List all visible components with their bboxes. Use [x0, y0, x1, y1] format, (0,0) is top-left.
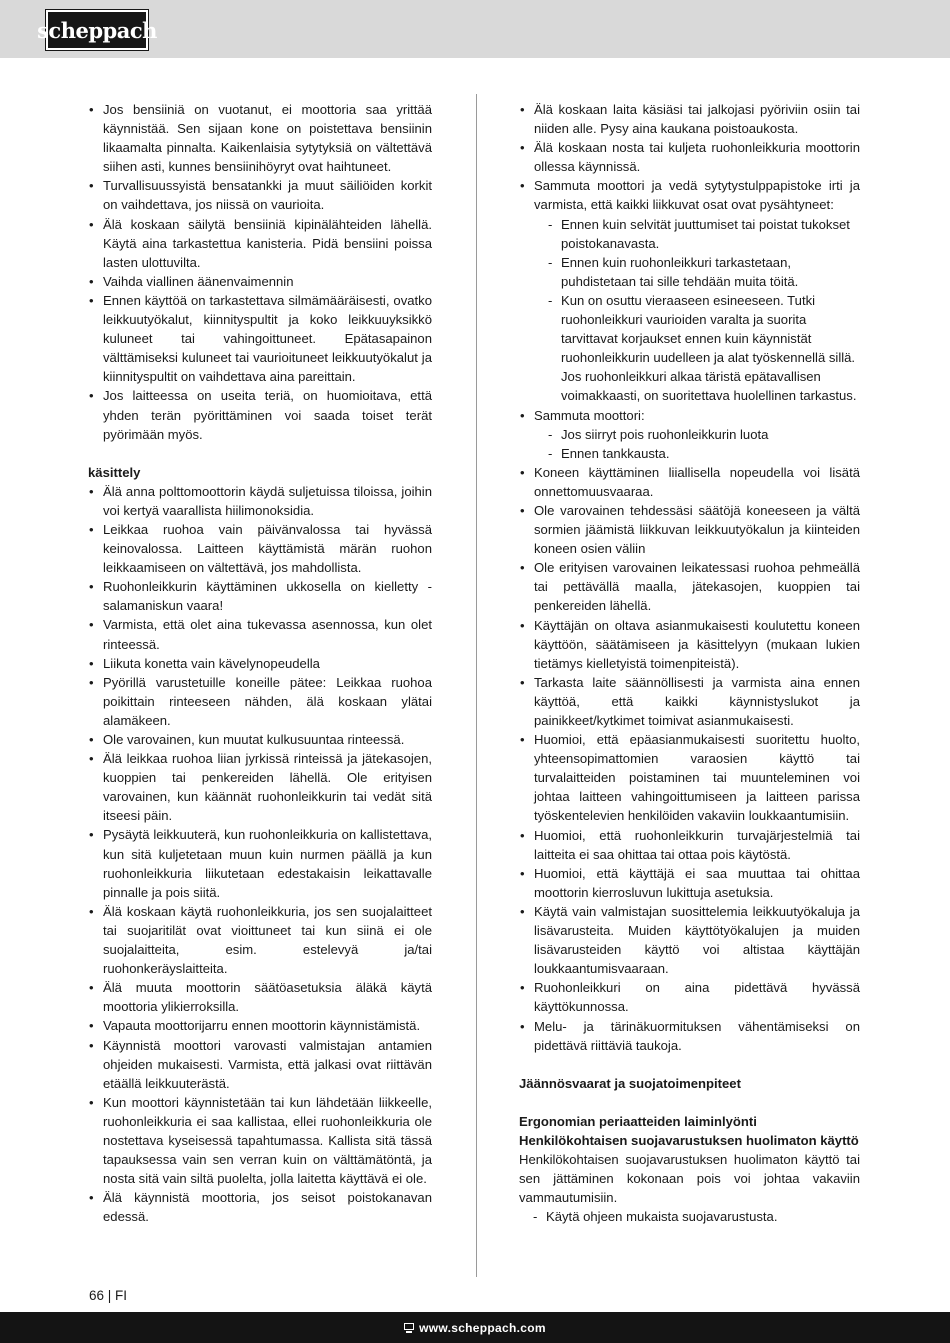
list-item: • Jos laitteessa on useita teriä, on huomioitava, että yhden terän pyörittäminen voi saada toiset terät pyörimään myös. — [88, 386, 432, 443]
sub-list-item: - Ennen kuin selvität juuttumiset tai poistat tukokset poistokanavasta. — [534, 215, 860, 253]
dash-list-shutdown — [534, 215, 860, 406]
list-item: • Koneen käyttäminen liiallisella nopeudella voi lisätä onnettomuusvaaraa. — [519, 463, 860, 501]
list-item: • Älä koskaan säilytä bensiiniä kipinälähteiden lähellä. Käytä aina tarkastettua kanisteria. Pidä bensiini poissa lasten ulottuvilta. — [88, 215, 432, 272]
bullet-list-fuel — [88, 100, 432, 444]
left-column — [88, 100, 432, 1226]
sub-list-item: - Käytä ohjeen mukaista suojavarustusta. — [519, 1207, 860, 1226]
page-number: 66 | FI — [89, 1288, 128, 1303]
list-item: • Älä koskaan käytä ruohonleikkuria, jos sen suojalaitteet tai suojaritilät ovat vioittuneet tai kun siinä ei ole suojalaitteita, esim. estelevyä ja/tai ruohonkeräyslaitteita. — [88, 902, 432, 978]
list-item: • Leikkaa ruohoa vain päivänvalossa tai hyvässä keinovalossa. Laitteen käyttämistä märän ruohon leikkaamiseen on vältettävä, jos mahdollista. — [88, 520, 432, 577]
website-link[interactable]: www.scheppach.com — [419, 1320, 546, 1335]
list-item: • Älä leikkaa ruohoa liian jyrkissä rinteissä ja jätekasojen, kuoppien tai penkereiden lähellä. Ole erityisen varovainen, kun käännät ruohonleikkurin tai vedät sitä itseesi päin. — [88, 749, 432, 825]
list-item — [519, 176, 860, 405]
dash-list-engine-off — [534, 425, 860, 463]
list-item: • Pyörillä varustetuille koneille pätee: Leikkaa ruohoa poikittain rinteeseen nähden, älä koskaan ylätai alamäkeen. — [88, 673, 432, 730]
list-item: • Kun moottori käynnistetään tai kun lähdetään liikkeelle, ruohonleikkuria ei saa kallistaa, ellei ruohonleikkuria ole nostettava kyseisessä tapahtumassa. Kallista sitä tässä tapauksessa vain sen verran kuin on välttämätöntä, ja nosta sitä vain siltä puolelta, jolla laitetta käyttävä ei ole. — [88, 1093, 432, 1188]
section-heading-handling: käsittely — [88, 464, 141, 480]
list-item: • Käynnistä moottori varovasti valmistajan antamien ohjeiden mukaisesti. Varmista, että jalkasi ovat riittävän etäällä leikkuuterästä. — [88, 1036, 432, 1093]
section-heading-residual-risks: Jäännösvaarat ja suojatoimenpiteet — [519, 1075, 741, 1091]
list-item: • Älä anna polttomoottorin käydä suljetuissa tiloissa, joihin voi kertyä vaarallista hiilimonoksidia. — [88, 482, 432, 520]
footer-bar — [0, 1312, 950, 1343]
list-item: • Melu- ja tärinäkuormituksen vähentämiseksi on pidettävä riittäviä taukoja. — [519, 1017, 860, 1055]
list-item: • Ennen käyttöä on tarkastettava silmämääräisesti, ovatko leikkuutyökalut, kiinnityspultit ja koko leikkuuyksikkö kuluneet tai vahingoittuneet. Epätasapainon välttämiseksi kuluneet tai vaurioituneet leikkuutyökalut ja kiinnityspultit on vaihdettava aina pareittain. — [88, 291, 432, 386]
list-item: • Tarkasta laite säännöllisesti ja varmista aina ennen käyttöä, että kaikki käynnistyslukot ja painikkeet/kytkimet toimivat asianmukaisesti. — [519, 673, 860, 730]
list-item: • Älä koskaan laita käsiäsi tai jalkojasi pyöriviin osiin tai niiden alle. Pysy aina kaukana poistoaukosta. — [519, 100, 860, 138]
list-item: • Älä koskaan nosta tai kuljeta ruohonleikkuria moottorin ollessa käynnissä. — [519, 138, 860, 176]
list-item: • Turvallisuussyistä bensatankki ja muut säiliöiden korkit on vaihdettava, jos niissä on vaurioita. — [88, 176, 432, 214]
list-item-text: Sammuta moottori ja vedä sytytystulppapistoke irti ja varmista, että kaikki liikkuvat osat ovat pysähtyneet: — [534, 178, 860, 213]
monitor-icon — [404, 1323, 414, 1330]
list-item — [519, 406, 860, 463]
list-item: • Huomioi, että ruohonleikkurin turvajärjestelmiä tai laitteita ei saa ohittaa tai ottaa pois käytöstä. — [519, 826, 860, 864]
list-item: • Liikuta konetta vain kävelynopeudella — [88, 654, 432, 673]
right-column — [519, 100, 860, 1226]
list-item: • Käyttäjän on oltava asianmukaisesti koulutettu koneen käyttöön, säätämiseen ja käsittelyyn (mukaan lukien tietämys kielletyistä toimenpiteistä). — [519, 616, 860, 673]
list-item: • Käytä vain valmistajan suosittelemia leikkuutyökaluja ja lisävarusteita. Muiden käyttötyökalujen ja muiden lisävarusteiden käyttö voi altistaa käyttäjän loukkaantumisvaaraan. — [519, 902, 860, 978]
subheading-ergonomics: Ergonomian periaatteiden laiminlyönti — [519, 1113, 757, 1129]
subheading-protective-equipment: Henkilökohtaisen suojavarustuksen huolimaton käyttö — [519, 1132, 859, 1148]
dash-list-protective-equipment — [519, 1207, 860, 1226]
list-item: • Jos bensiiniä on vuotanut, ei moottoria saa yrittää käynnistää. Sen sijaan kone on poistettava bensiinin likaamalta pinnalta. Kaikenlaisia sytytyksiä on vältettävä siihen asti, kunnes bensiinihöyryt ovat haihtuneet. — [88, 100, 432, 176]
list-item: • Vaihda viallinen äänenvaimennin — [88, 272, 432, 291]
list-item: • Älä muuta moottorin säätöasetuksia äläkä käytä moottoria ylikierroksilla. — [88, 978, 432, 1016]
sub-list-item: - Ennen kuin ruohonleikkuri tarkastetaan, puhdistetaan tai sille tehdään muita töitä. — [534, 253, 860, 291]
list-item: • Ole varovainen tehdessäsi säätöjä koneeseen ja vältä sormien jäämistä liikkuvan leikkuutyökalun ja kiinteiden koneen osien väliin — [519, 501, 860, 558]
sub-list-item: - Ennen tankkausta. — [534, 444, 860, 463]
header-bar — [0, 0, 950, 58]
sub-list-item: - Jos siirryt pois ruohonleikkurin luota — [534, 425, 860, 444]
sub-list-item: - Kun on osuttu vieraaseen esineeseen. Tutki ruohonleikkuri vaurioiden varalta ja suorita tarvittavat korjaukset ennen kuin käynnistät ruohonleikkurin uudelleen ja alat työskennellä sillä. Jos ruohonleikkuri alkaa täristä epätavallisen voimakkaasti, on suoritettava huolellinen tarkastus. — [534, 291, 860, 406]
list-item-text: Sammuta moottori: — [534, 407, 645, 423]
list-item: • Ole erityisen varovainen leikatessasi ruohoa pehmeällä tai pettävällä maalla, jätekasojen, kuoppien tai penkereiden lähellä. — [519, 558, 860, 615]
list-item: • Huomioi, että käyttäjä ei saa muuttaa tai ohittaa moottorin kierrosluvun lukittuja asetuksia. — [519, 864, 860, 902]
list-item: • Huomioi, että epäasianmukaisesti suoritettu huolto, yhteensopimattomien varaosien käyttö tai turvalaitteiden poistaminen tai muunteleminen voi johtaa laitteen vahingoittumiseen ja laitteen parissa työskentelevien henkilöiden vakaviin loukkaantumisiin. — [519, 730, 860, 825]
list-item: • Älä käynnistä moottoria, jos seisot poistokanavan edessä. — [88, 1188, 432, 1226]
list-item: • Ole varovainen, kun muutat kulkusuuntaa rinteessä. — [88, 730, 432, 749]
list-item: • Vapauta moottorijarru ennen moottorin käynnistämistä. — [88, 1016, 432, 1035]
list-item: • Ruohonleikkurin käyttäminen ukkosella on kielletty - salamaniskun vaara! — [88, 577, 432, 615]
bullet-list-safety — [519, 100, 860, 1055]
bullet-list-handling — [88, 482, 432, 1227]
list-item: • Pysäytä leikkuuterä, kun ruohonleikkuria on kallistettava, kun sitä kuljetetaan muun kuin nurmen päällä ja kun ruohonleikkuria liikutetaan edestakaisin leikattavalle pinnalle ja pois siitä. — [88, 825, 432, 901]
column-divider — [476, 94, 477, 1277]
list-item: • Ruohonleikkuri on aina pidettävä hyvässä käyttökunnossa. — [519, 978, 860, 1016]
list-item: • Varmista, että olet aina tukevassa asennossa, kun olet rinteessä. — [88, 615, 432, 653]
paragraph-protective-equipment: Henkilökohtaisen suojavarustuksen huolimaton käyttö tai sen jättäminen kokonaan pois voi johtaa vakaviin vammautumisiin. — [519, 1151, 860, 1206]
scheppach-logo: scheppach — [46, 10, 148, 50]
